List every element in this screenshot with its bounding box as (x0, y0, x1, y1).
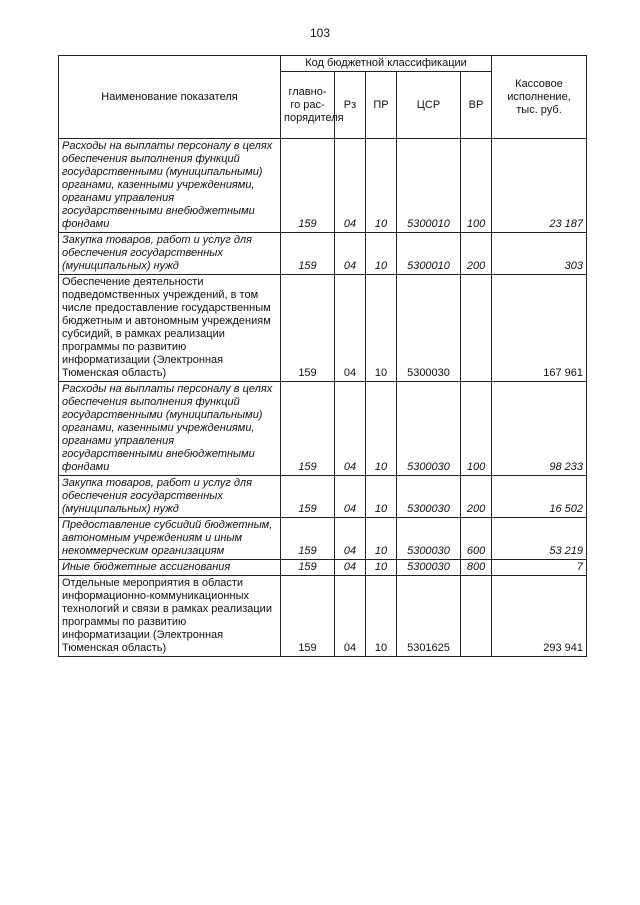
row-rz: 04 (335, 139, 366, 233)
header-csr: ЦСР (397, 72, 461, 139)
row-vr: 200 (461, 476, 492, 518)
row-name: Иные бюджетные ассигнования (59, 560, 281, 576)
row-rz: 04 (335, 560, 366, 576)
row-csr: 5300010 (397, 139, 461, 233)
row-chief-administrator: 159 (281, 576, 335, 657)
row-csr: 5300010 (397, 233, 461, 275)
header-classification-group: Код бюджетной классификации (281, 56, 492, 72)
table-row (59, 139, 587, 233)
row-csr: 5300030 (397, 476, 461, 518)
row-name: Расходы на выплаты персоналу в целях обеспечения выполнения функций государственными (муниципальными) органами, казенными учреждениями, органами управления государственными внебюджетными фондами (59, 382, 281, 476)
row-name: Предоставление субсидий бюджетным, автономным учреждениям и иным некоммерческим организациям (59, 518, 281, 560)
row-chief-administrator: 159 (281, 233, 335, 275)
row-rz: 04 (335, 233, 366, 275)
row-name: Обеспечение деятельности подведомственных учреждений, в том числе предоставление государственным бюджетным и автономным учреждениям субсидий, в рамках реализации программы по развитию информатизации (Электронная Тюменская область) (59, 275, 281, 382)
table-row (59, 275, 587, 382)
row-vr (461, 576, 492, 657)
budget-table (58, 55, 587, 657)
table-row (59, 576, 587, 657)
row-rz: 04 (335, 576, 366, 657)
table-row (59, 518, 587, 560)
row-amount: 293 941 (492, 576, 587, 657)
row-pr: 10 (366, 233, 397, 275)
page-number: 103 (309, 26, 331, 40)
row-chief-administrator: 159 (281, 139, 335, 233)
header-cash-execution: Кассовое исполнение, тыс. руб. (492, 56, 587, 139)
row-pr: 10 (366, 139, 397, 233)
row-pr: 10 (366, 382, 397, 476)
table-header-row (59, 56, 587, 72)
row-vr: 600 (461, 518, 492, 560)
row-vr (461, 275, 492, 382)
row-vr: 100 (461, 139, 492, 233)
row-rz: 04 (335, 382, 366, 476)
row-rz: 04 (335, 476, 366, 518)
row-name: Расходы на выплаты персоналу в целях обеспечения выполнения функций государственными (муниципальными) органами, казенными учреждениями, органами управления государственными внебюджетными фондами (59, 139, 281, 233)
row-name: Отдельные мероприятия в области информационно-коммуникационных технологий и связи в рамках реализации программы по развитию информатизации (Электронная Тюменская область) (59, 576, 281, 657)
row-pr: 10 (366, 560, 397, 576)
row-amount: 23 187 (492, 139, 587, 233)
header-name: Наименование показателя (59, 56, 281, 139)
table-row (59, 560, 587, 576)
header-rz: Рз (335, 72, 366, 139)
row-rz: 04 (335, 518, 366, 560)
table-row (59, 382, 587, 476)
row-csr: 5300030 (397, 382, 461, 476)
row-pr: 10 (366, 476, 397, 518)
row-vr: 200 (461, 233, 492, 275)
row-chief-administrator: 159 (281, 476, 335, 518)
row-chief-administrator: 159 (281, 560, 335, 576)
row-amount: 167 961 (492, 275, 587, 382)
row-pr: 10 (366, 576, 397, 657)
table-row (59, 476, 587, 518)
table-row (59, 233, 587, 275)
header-pr: ПР (366, 72, 397, 139)
row-chief-administrator: 159 (281, 382, 335, 476)
row-rz: 04 (335, 275, 366, 382)
row-chief-administrator: 159 (281, 275, 335, 382)
row-vr: 100 (461, 382, 492, 476)
row-csr: 5300030 (397, 560, 461, 576)
row-amount: 53 219 (492, 518, 587, 560)
row-vr: 800 (461, 560, 492, 576)
header-vr: ВР (461, 72, 492, 139)
row-csr: 5301625 (397, 576, 461, 657)
row-amount: 303 (492, 233, 587, 275)
row-csr: 5300030 (397, 275, 461, 382)
row-name: Закупка товаров, работ и услуг для обеспечения государственных (муниципальных) нужд (59, 476, 281, 518)
row-name: Закупка товаров, работ и услуг для обеспечения государственных (муниципальных) нужд (59, 233, 281, 275)
row-pr: 10 (366, 518, 397, 560)
header-chief-administrator: главно-го рас-порядителя (281, 72, 335, 139)
row-amount: 98 233 (492, 382, 587, 476)
row-csr: 5300030 (397, 518, 461, 560)
row-amount: 7 (492, 560, 587, 576)
row-pr: 10 (366, 275, 397, 382)
row-amount: 16 502 (492, 476, 587, 518)
table-body (59, 139, 587, 657)
row-chief-administrator: 159 (281, 518, 335, 560)
